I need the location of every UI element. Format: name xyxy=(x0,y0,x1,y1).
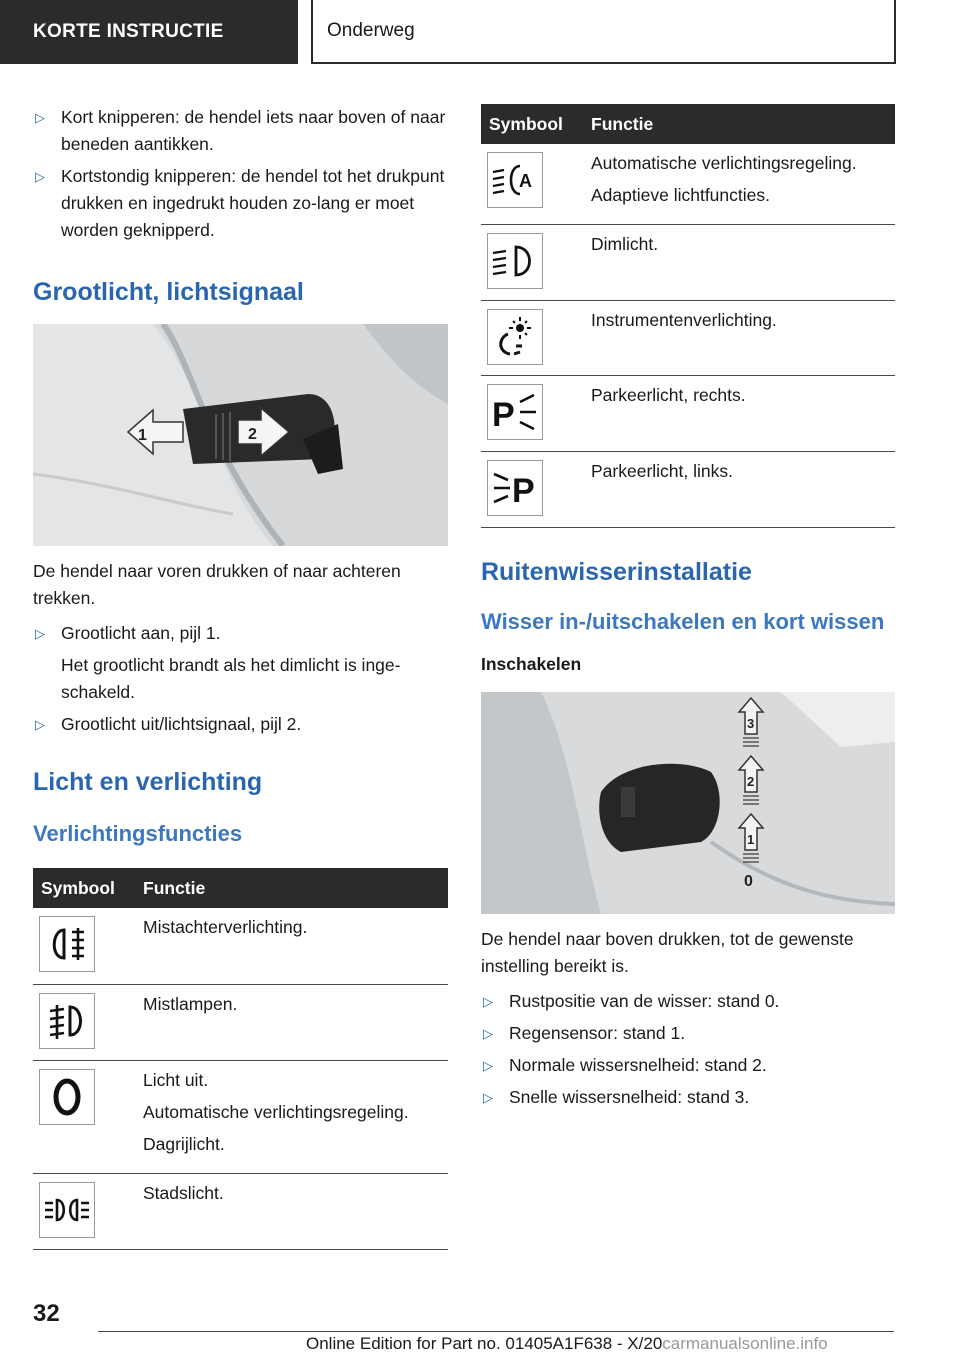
bullet-triangle-icon: ▷ xyxy=(483,1026,493,1041)
wiper-paragraph: De hendel naar boven drukken, tot de gewenste instelling bereikt is. xyxy=(481,929,854,976)
wiper-heading: Ruitenwisserinstallatie xyxy=(481,558,752,586)
highbeam-paragraph: De hendel naar voren drukken of naar achteren trekken. xyxy=(33,561,401,608)
column-header-function: Functie xyxy=(135,868,448,908)
bullet-triangle-icon: ▷ xyxy=(35,169,45,184)
position-label-3: 3 xyxy=(747,716,755,731)
bullet-triangle-icon: ▷ xyxy=(35,626,45,641)
table-row: P Parkeerlicht, links. xyxy=(481,452,895,528)
table-row: Dimlicht. xyxy=(481,225,895,301)
list-item: ▷ Grootlicht aan, pijl 1. xyxy=(33,620,448,647)
front-fog-light-icon xyxy=(39,993,95,1049)
table-row: Licht uit. Automatische verlichtingsregeling. Dagrijlicht. xyxy=(33,1060,448,1173)
arrow-label-2: 2 xyxy=(248,426,257,443)
column-header-symbol: Symbool xyxy=(33,868,135,908)
subsection-title: Onderweg xyxy=(327,20,415,41)
light-heading: Licht en verlichting xyxy=(33,768,263,796)
list-item: ▷ Kort knipperen: de hendel iets naar boven of naar beneden aantikken. xyxy=(33,104,448,158)
column-header-function: Functie xyxy=(583,104,895,144)
list-item: ▷ Grootlicht uit/lichtsignaal, pijl 2. xyxy=(33,711,448,738)
low-beam-icon xyxy=(487,233,543,289)
light-off-icon xyxy=(39,1069,95,1125)
bullet-triangle-icon: ▷ xyxy=(483,1058,493,1073)
svg-text:A: A xyxy=(519,171,532,191)
bullet-triangle-icon: ▷ xyxy=(483,1090,493,1105)
rear-fog-light-icon xyxy=(39,916,95,972)
list-item: ▷ Snelle wissersnelheid: stand 3. xyxy=(481,1084,895,1111)
list-item: ▷ Rustpositie van de wisser: stand 0. xyxy=(481,988,895,1015)
arrow-label-1: 1 xyxy=(138,427,147,444)
lighting-functions-table-continued xyxy=(481,104,895,528)
parking-lights-icon xyxy=(39,1182,95,1238)
watermark: carmanualsonline.info xyxy=(662,1334,828,1353)
highbeam-lever-photo xyxy=(33,324,448,546)
subsection-tab xyxy=(311,0,896,64)
bullet-triangle-icon: ▷ xyxy=(35,717,45,732)
list-item: ▷ Kortstondig knipperen: de hendel tot het drukpunt drukken en ingedrukt houden zo-lang er moet worden geknipperd. xyxy=(33,163,448,244)
position-label-2: 2 xyxy=(747,774,755,789)
table-row: A Automatische verlichtingsregeling. Adaptieve lichtfuncties. xyxy=(481,144,895,225)
instrument-lighting-icon xyxy=(487,309,543,365)
bullet-triangle-icon: ▷ xyxy=(483,994,493,1009)
table-row: Mistachterverlichting. xyxy=(33,908,448,984)
svg-text:P: P xyxy=(512,472,535,510)
lighting-functions-table xyxy=(33,868,448,1250)
position-label-1: 1 xyxy=(747,832,755,847)
section-tab xyxy=(0,0,298,64)
parking-light-left-icon xyxy=(487,460,543,516)
wiper-lever-photo xyxy=(481,692,895,914)
page-number: 32 xyxy=(33,1300,60,1327)
switch-on-heading: Inschakelen xyxy=(481,654,582,674)
parking-light-right-icon xyxy=(487,384,543,440)
highbeam-heading: Grootlicht, lichtsignaal xyxy=(33,278,304,306)
table-row: Instrumentenverlichting. xyxy=(481,301,895,376)
svg-text:P: P xyxy=(492,396,515,434)
edition-note: Online Edition for Part no. 01405A1F638 - X/20carmanualsonline.info xyxy=(306,1334,828,1353)
column-header-symbol: Symbool xyxy=(481,104,583,144)
list-item: ▷ Normale wissersnelheid: stand 2. xyxy=(481,1052,895,1079)
right-column xyxy=(481,104,895,1116)
bullet-note: Het grootlicht brandt als het dimlicht is inge-schakeld. xyxy=(61,655,401,702)
table-row: Mistlampen. xyxy=(33,984,448,1060)
position-label-0: 0 xyxy=(744,873,753,890)
functions-heading: Verlichtingsfuncties xyxy=(33,821,243,846)
wiper-subheading: Wisser in-/uitschakelen en kort wissen xyxy=(481,609,885,634)
table-row: Stadslicht. xyxy=(33,1173,448,1249)
auto-headlight-icon xyxy=(487,152,543,208)
bullet-triangle-icon: ▷ xyxy=(35,110,45,125)
section-title: KORTE INSTRUCTIE xyxy=(33,21,224,42)
left-column xyxy=(33,104,448,1250)
footer-divider xyxy=(98,1331,894,1332)
table-row: P Parkeerlicht, rechts. xyxy=(481,376,895,452)
list-item: ▷ Regensensor: stand 1. xyxy=(481,1020,895,1047)
